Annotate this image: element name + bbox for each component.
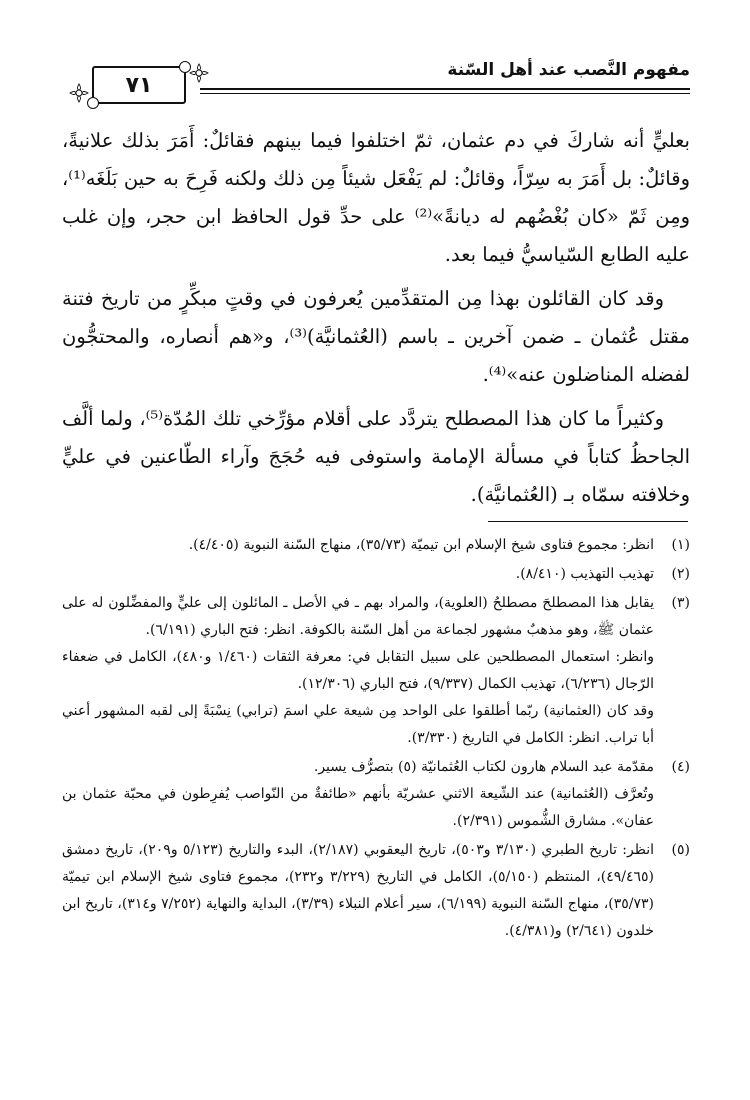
footnotes: [62, 532, 690, 947]
floral-ornament-icon: [68, 82, 90, 104]
footnote-body: [62, 837, 654, 945]
footnote-number: (٣): [671, 595, 690, 611]
footnote-text: تهذيب التهذيب (٨/٤١٠).: [515, 566, 654, 582]
floral-ornament-icon: [188, 62, 210, 84]
footnote: [62, 754, 690, 835]
footnote-body: [62, 561, 654, 588]
footnote-body: [62, 590, 654, 752]
footnote-text: انظر: مجموع فتاوى شيخ الإسلام ابن تيميّة (٣٥/٧٣)، منهاج السّنة النبوية (٤/٤٠٥).: [188, 537, 654, 553]
footnote-number: (٤): [671, 759, 690, 775]
footnote-text: وقد كان (العثمانية) ربّما أطلقوا على الواحد مِن شيعة علي اسمَ (ترابي) نِسْبَةً إلى لقبه المشهور أعني أبا تراب. انظر: الكامل في التاريخ (٣/٣٣٠).: [62, 703, 654, 746]
footnote-number: (٢): [671, 566, 690, 582]
page-number-frame: [92, 66, 186, 104]
paragraph: وقد كان القائلون بهذا مِن المتقدِّمين يُعرفون في وقتٍ مبكِّرٍ من تاريخ فتنة مقتل عُثمان ـ ضمن آخرين ـ باسم (العُثمانيَّة)⁽³⁾، و«هم أنصاره، والمحتجُّون لفضله المناضلون عنه»⁽⁴⁾.: [62, 287, 690, 386]
footnote-text: وتُعرَّف (العُثمانية) عند الشّيعة الاثني عشريّة بأنهم «طائفةٌ من النّواصب يُفرِطون في محبّة عثمان بن عفان». مشارق الشُّموس (٢/٣٩١).: [62, 786, 654, 829]
footnote-number: (٥): [671, 842, 690, 858]
header-rule-thin: [200, 93, 690, 94]
footnote: [62, 837, 690, 945]
paragraph: وكثيراً ما كان هذا المصطلح يتردَّد على أقلام مؤرِّخي تلك المُدّة⁽⁵⁾، ولما ألَّف الجاحظُ كتاباً في مسألة الإمامة واستوفى فيه حُجَجَ وآراء الطّاعنين في عليٍّ وخلافته سمّاه بـ (العُثمانيَّة).: [62, 407, 690, 506]
page-header: [80, 58, 690, 108]
footnote-number: (١): [671, 537, 690, 553]
main-text: [62, 122, 690, 520]
paragraph: بعليٍّ أنه شاركَ في دم عثمان، ثمّ اختلفوا فيما بينهم فقائلٌ: أَمَرَ بذلك علانيةً، وقائلٌ: بل أَمَرَ به سِرّاً، وقائلٌ: لم يَفْعَل شيئاً مِن ذلك ولكنه فَرِحَ به حين بَلَغَه⁽¹⁾، ومِن ثَمّ «كان بُغْضُهم له ديانةً»⁽²⁾ على حدِّ قول الحافظ ابن حجر، وإن غلب عليه الطابع السّياسيُّ فيما بعد.: [62, 129, 691, 266]
header-rule: [200, 88, 690, 90]
footnote: [62, 561, 690, 588]
footnote-body: [62, 754, 654, 835]
footnote: [62, 590, 690, 752]
footnote-text: مقدّمة عبد السلام هارون لكتاب العُثمانيّة (٥) بتصرُّف يسير.: [313, 759, 654, 775]
footnote-separator: [488, 521, 688, 522]
running-title: مفهوم النَّصب عند أهل السّنة: [447, 60, 690, 80]
footnote-text: انظر: تاريخ الطبري (٣/١٣٠ و٥٠٣)، تاريخ اليعقوبي (٢/١٨٧)، البدء والتاريخ (٥/١٢٣ و٢٠٩)، تاريخ دمشق (٤٩/٤٦٥)، المنتظم (٥/١٥٠)، الكامل في التاريخ (٣/٢٢٩ و٢٣٢)، مجموع فتاوى شيخ الإسلام ابن تيميّة (٣٥/٧٣)، منهاج السّنة النبوية (٦/١٩٩)، سير أعلام النبلاء (٣/٣٩)، البداية والنهاية (٧/٢٥٢ و٣١٤)، تاريخ ابن خلدون (٢/٦٤١) و(٤/٣٨١).: [62, 842, 655, 939]
footnote-text: وانظر: استعمال المصطلحين على سبيل التقابل في: معرفة الثقات (١/٤٦٠ و٤٨٠)، الكامل في ضعفاء الرّجال (٦/٢٣٦)، تهذيب الكمال (٩/٣٣٧)، فتح الباري (١٢/٣٠٦).: [62, 649, 654, 692]
footnote-text: يقابل هذا المصطلحَ مصطلحُ (العلوية)، والمراد بهم ـ في الأصل ـ المائلون إلى عليٍّ والمفضِّلون له على عثمان ﷺ، وهو مذهبٌ مشهور لجماعة من أهل السّنة بالكوفة. انظر: فتح الباري (٦/١٩١).: [62, 595, 654, 638]
page-number: ٧١: [125, 72, 153, 98]
footnote: [62, 532, 690, 559]
footnote-body: [62, 532, 654, 559]
